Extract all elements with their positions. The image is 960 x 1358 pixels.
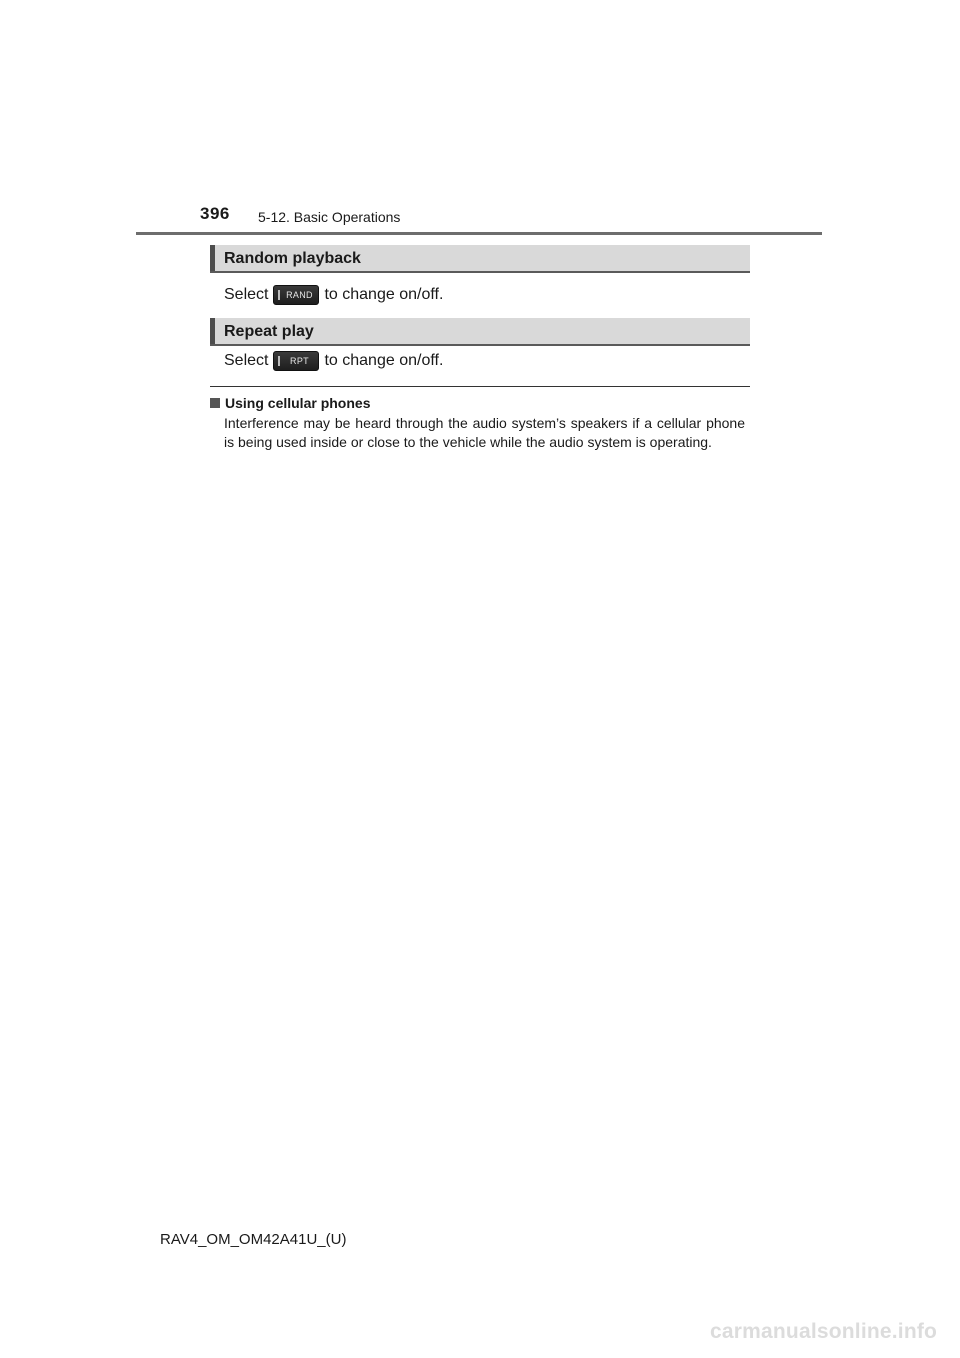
rpt-button-label: RPT	[290, 356, 309, 366]
instruction-suffix: to change on/off.	[324, 352, 444, 369]
button-indicator-icon	[278, 290, 280, 300]
note-body: Interference may be heard through the audio system’s speakers if a cellular phone is being used inside or close to the vehicle while the audio system is operating.	[224, 415, 745, 450]
button-indicator-icon	[278, 356, 280, 366]
note-title	[210, 395, 370, 411]
heading-marker	[210, 318, 215, 344]
instruction-prefix: Select	[224, 352, 269, 369]
rpt-button-icon	[273, 351, 319, 371]
note-divider	[210, 386, 750, 387]
watermark: carmanualsonline.info	[710, 1320, 938, 1343]
random-playback-heading-text: Random playback	[224, 250, 361, 267]
heading-marker	[210, 245, 215, 271]
rand-button-label: RAND	[286, 290, 313, 300]
rand-button-icon	[273, 285, 319, 305]
page-number: 396	[200, 204, 230, 223]
repeat-play-instruction	[224, 349, 443, 373]
random-playback-instruction	[224, 283, 443, 307]
repeat-play-heading	[210, 318, 750, 346]
footer-doc-code: RAV4_OM_OM42A41U_(U)	[160, 1231, 347, 1248]
random-playback-heading	[210, 245, 750, 273]
note-title-text: Using cellular phones	[225, 395, 371, 411]
instruction-prefix: Select	[224, 286, 269, 303]
repeat-play-heading-text: Repeat play	[224, 323, 314, 340]
section-title: 5-12. Basic Operations	[258, 209, 401, 225]
instruction-suffix: to change on/off.	[324, 286, 444, 303]
square-bullet-icon	[210, 398, 220, 408]
header-divider	[136, 232, 822, 235]
